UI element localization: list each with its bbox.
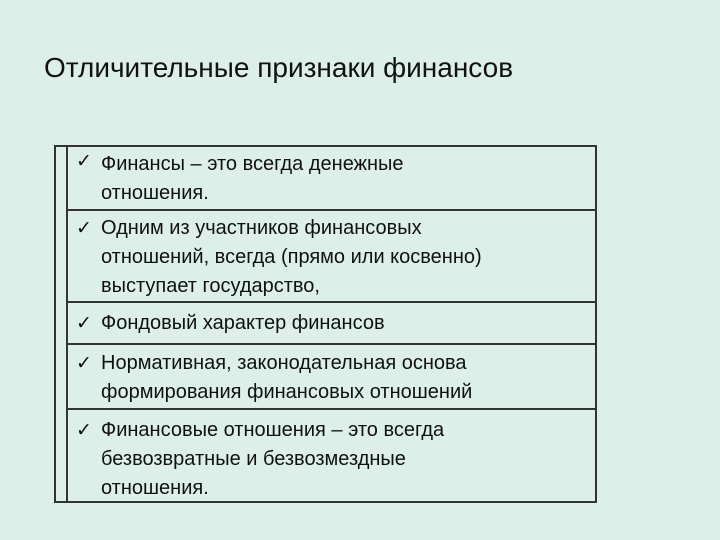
list-item <box>68 303 597 345</box>
list-item-text: Фондовый характер финансов <box>101 312 385 334</box>
list-item <box>68 410 597 501</box>
list-item <box>68 345 597 410</box>
list-item <box>68 211 597 303</box>
list-item-text: Финансовые отношения – это всегда безвозвратные и безвозмездные отношения. <box>101 419 445 499</box>
checkmark-icon: ✓ <box>76 151 92 172</box>
slide-title: Отличительные признаки финансов <box>44 52 514 83</box>
checkmark-icon: ✓ <box>76 218 92 239</box>
list-item <box>68 147 597 211</box>
list-item-text: Финансы – это всегда денежные отношения. <box>101 153 404 204</box>
checkmark-icon: ✓ <box>76 313 92 334</box>
checkmark-icon: ✓ <box>76 353 92 374</box>
frame-left-bar <box>54 145 68 503</box>
list-item-text: Нормативная, законодательная основа формирования финансовых отношений <box>101 352 473 403</box>
checkmark-icon: ✓ <box>76 420 92 441</box>
list-item-text: Одним из участников финансовых отношений, всегда (прямо или косвенно) выступает государство, <box>101 217 482 297</box>
